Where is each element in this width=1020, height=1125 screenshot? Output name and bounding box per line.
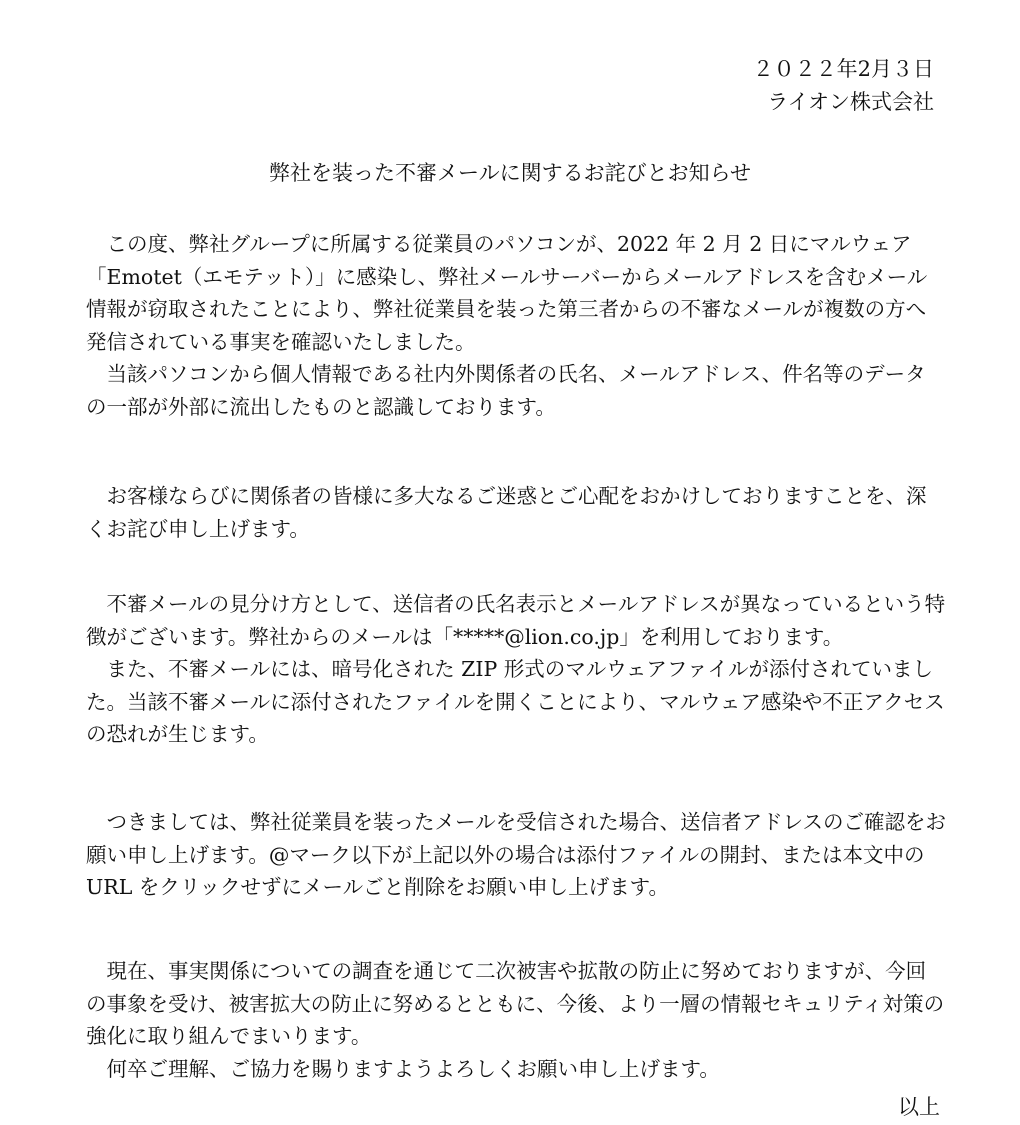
section-apology [86,480,946,545]
company-name: ライオン株式会社 [767,90,934,114]
paragraph-apology: お客様ならびに関係者の皆様に多大なるご迷惑とご心配をおかけしておりますことを、深くお詫び申し上げます。 [86,484,927,541]
closing-mark: 以上 [898,1095,940,1119]
paragraph-data-leak: 当該パソコンから個人情報である社内外関係者の氏名、メールアドレス、件名等のデータの一部が外部に流出したものと認識しております。 [86,362,926,419]
section-identification [86,588,946,751]
document-title: 弊社を装った不審メールに関するお詫びとお知らせ [269,161,751,185]
paragraph-closing-request: 何卒ご理解、ご協力を賜りますようよろしくお願い申し上げます。 [106,1056,720,1081]
paragraph-attachment-warning: また、不審メールには、暗号化された ZIP 形式のマルウェアファイルが添付されていました。当該不審メールに添付されたファイルを開くことにより、マルウェア感染や不正アクセスの恐れが生じます。 [86,657,945,746]
document-date: ２０２２年2月３日 [752,57,934,81]
paragraph-countermeasures: 現在、事実関係についての調査を通じて二次被害や拡散の防止に努めておりますが、今回の事象を受け、被害拡大の防止に努めるとともに、今後、より一層の情報セキュリティ対策の強化に取り組んでまいります。 [86,959,945,1048]
section-countermeasures [86,955,946,1085]
paragraph-infection: この度、弊社グループに所属する従業員のパソコンが、2022 年 2 月 2 日にマルウェア「Emotet（エモテット）」に感染し、弊社メールサーバーからメールアドレスを含むメール情報が窃取されたことにより、弊社従業員を装った第三者からの不審なメールが複数の方へ発信されている事実を確認いたしました。 [86,232,928,354]
paragraph-request: つきましては、弊社従業員を装ったメールを受信された場合、送信者アドレスのご確認をお願い申し上げます。@マーク以下が上記以外の場合は添付ファイルの開封、または本文中の URL をクリックせずにメールごと削除をお願い申し上げます。 [86,810,946,899]
section-incident [86,228,946,423]
paragraph-how-to-identify: 不審メールの見分け方として、送信者の氏名表示とメールアドレスが異なっているという特徴がございます。弊社からのメールは「*****@lion.co.jp」を利用しております。 [86,592,946,649]
section-request [86,806,946,904]
